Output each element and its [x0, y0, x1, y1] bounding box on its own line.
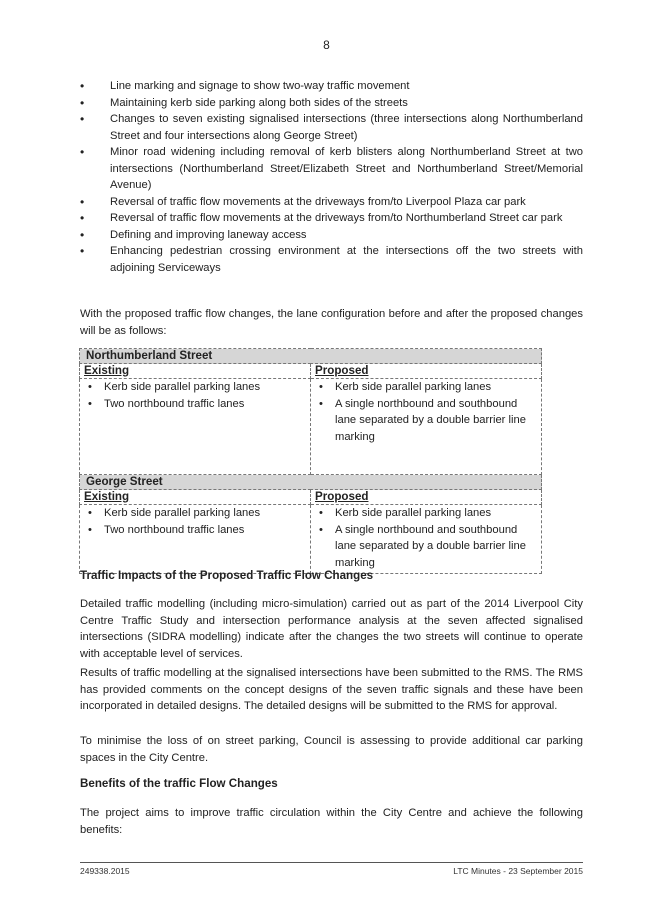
change-bullet-list — [80, 78, 583, 276]
minutes-reference: LTC Minutes - 23 September 2015 — [453, 866, 583, 876]
list-item: • Changes to seven existing signalised intersections (three intersections along Northumberland Street and four intersections along George Street) — [80, 111, 583, 144]
list-item: • Two northbound traffic lanes — [84, 522, 306, 539]
list-item: • A single northbound and southbound lane separated by a double barrier line marking — [315, 396, 537, 446]
existing-column-header: Existing — [80, 364, 311, 379]
list-item: • Kerb side parallel parking lanes — [315, 505, 537, 522]
street-header-george: George Street — [80, 475, 542, 490]
list-item: • Two northbound traffic lanes — [84, 396, 306, 413]
street-header-northumberland: Northumberland Street — [80, 349, 542, 364]
proposed-cell — [311, 379, 542, 475]
list-item: • Kerb side parallel parking lanes — [84, 379, 306, 396]
list-item: • Line marking and signage to show two-way traffic movement — [80, 78, 583, 95]
list-item: • Defining and improving laneway access — [80, 227, 583, 244]
intro-paragraph: With the proposed traffic flow changes, the lane configuration before and after the proposed changes will be as follows: — [80, 308, 583, 337]
section-heading-traffic-impacts: Traffic Impacts of the Proposed Traffic Flow Changes — [80, 569, 374, 582]
modelling-paragraph: Results of traffic modelling at the signalised intersections have been submitted to the RMS. The RMS has provided comments on the concept designs of the seven traffic signals and these have been incorporated in detailed designs. The detailed designs will be submitted to the RMS for approval. — [80, 667, 583, 712]
existing-column-header: Existing — [80, 490, 311, 505]
benefits-paragraph: The project aims to improve traffic circulation within the City Centre and achieve the following benefits: — [80, 807, 583, 836]
section-heading-benefits: Benefits of the traffic Flow Changes — [80, 777, 278, 790]
parking-paragraph: To minimise the loss of on street parking, Council is assessing to provide additional car parking spaces in the City Centre. — [80, 735, 583, 764]
impacts-paragraph: Detailed traffic modelling (including micro-simulation) carried out as part of the 2014 Liverpool City Centre Traffic Study and intersection performance analysis at the seven affected signalised intersections (SIDRA modelling) indicate after the changes the two streets will continue to operate with acceptable level of services. — [80, 598, 583, 660]
list-item: • Enhancing pedestrian crossing environment at the intersections off the two streets with adjoining Serviceways — [80, 243, 583, 276]
list-item: • A single northbound and southbound lane separated by a double barrier line marking — [315, 522, 537, 572]
proposed-column-header: Proposed — [311, 364, 542, 379]
proposed-cell — [311, 505, 542, 574]
list-item: • Minor road widening including removal of kerb blisters along Northumberland Street at two intersections (Northumberland Street/Elizabeth Street and Northumberland Street/Memorial Avenue) — [80, 144, 583, 194]
page-footer — [80, 862, 583, 876]
proposed-column-header: Proposed — [311, 490, 542, 505]
page-number: 8 — [323, 38, 330, 52]
list-item: • Reversal of traffic flow movements at the driveways from/to Northumberland Street car park — [80, 210, 583, 227]
existing-cell — [80, 505, 311, 574]
document-reference: 249338.2015 — [80, 866, 130, 876]
lane-configuration-table — [79, 348, 542, 574]
list-item: • Kerb side parallel parking lanes — [315, 379, 537, 396]
list-item: • Maintaining kerb side parking along both sides of the streets — [80, 95, 583, 112]
list-item: • Reversal of traffic flow movements at the driveways from/to Liverpool Plaza car park — [80, 194, 583, 211]
existing-cell — [80, 379, 311, 475]
list-item: • Kerb side parallel parking lanes — [84, 505, 306, 522]
